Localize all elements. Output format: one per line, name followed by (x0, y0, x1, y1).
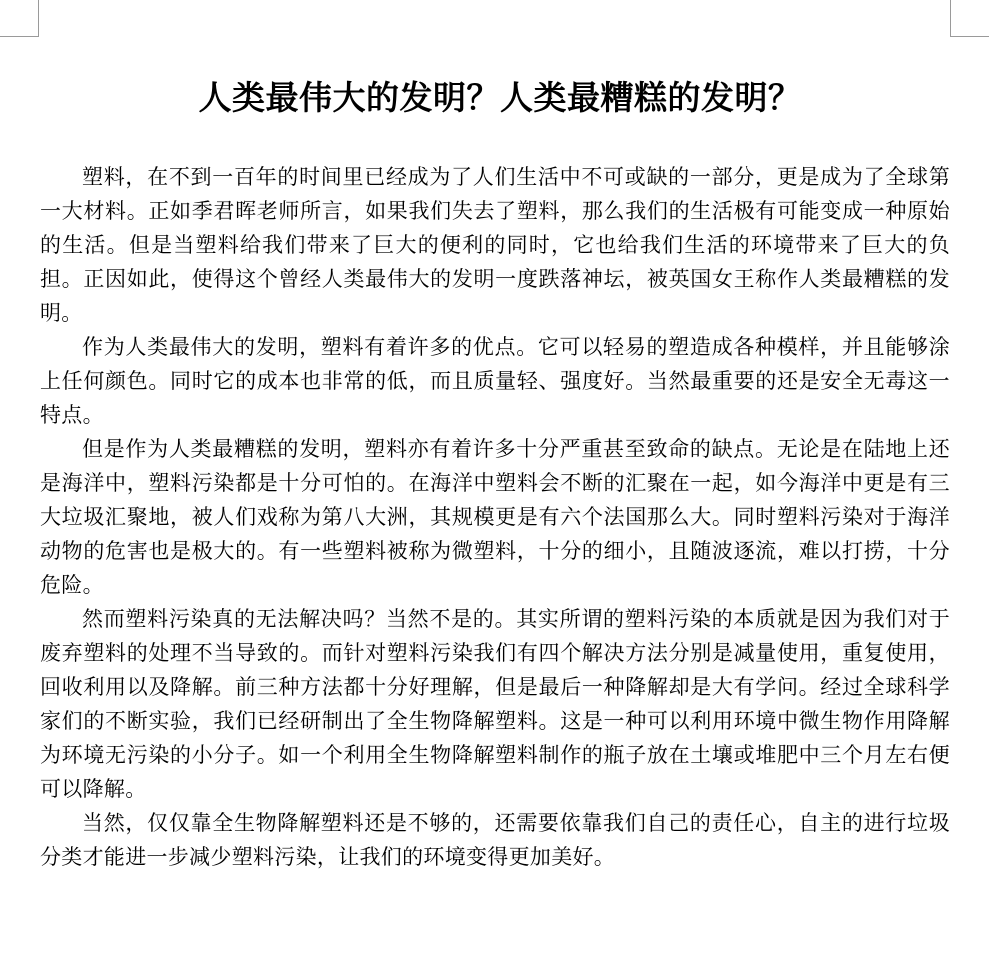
document-title: 人类最伟大的发明？人类最糟糕的发明？ (198, 78, 802, 117)
document-body (40, 160, 950, 874)
paragraph-5: 当然，仅仅靠全生物降解塑料还是不够的，还需要依靠我们自己的责任心，自主的进行垃圾分类才能进一步减少塑料污染，让我们的环境变得更加美好。 (40, 811, 950, 869)
crop-mark-top-right (950, 0, 989, 37)
paragraph-4: 然而塑料污染真的无法解决吗？当然不是的。其实所谓的塑料污染的本质就是因为我们对于废弃塑料的处理不当导致的。而针对塑料污染我们有四个解决方法分别是减量使用，重复使用，回收利用以及降解。前三种方法都十分好理解，但是最后一种降解却是大有学问。经过全球科学家们的不断实验，我们已经研制出了全生物降解塑料。这是一种可以利用环境中微生物作用降解为环境无污染的小分子。如一个利用全生物降解塑料制作的瓶子放在土壤或堆肥中三个月左右便可以降解。 (40, 607, 950, 801)
paragraph-1: 塑料，在不到一百年的时间里已经成为了人们生活中不可或缺的一部分，更是成为了全球第一大材料。正如季君晖老师所言，如果我们失去了塑料，那么我们的生活极有可能变成一种原始的生活。但是当塑料给我们带来了巨大的便利的同时，它也给我们生活的环境带来了巨大的负担。正因如此，使得这个曾经人类最伟大的发明一度跌落神坛，被英国女王称作人类最糟糕的发明。 (40, 165, 950, 325)
paragraph-3: 但是作为人类最糟糕的发明，塑料亦有着许多十分严重甚至致命的缺点。无论是在陆地上还是海洋中，塑料污染都是十分可怕的。在海洋中塑料会不断的汇聚在一起，如今海洋中更是有三大垃圾汇聚地，被人们戏称为第八大洲，其规模更是有六个法国那么大。同时塑料污染对于海洋动物的危害也是极大的。有一些塑料被称为微塑料，十分的细小，且随波逐流，难以打捞，十分危险。 (40, 437, 950, 597)
crop-mark-top-left (0, 0, 39, 37)
paragraph-2: 作为人类最伟大的发明，塑料有着许多的优点。它可以轻易的塑造成各种模样，并且能够涂上任何颜色。同时它的成本也非常的低，而且质量轻、强度好。当然最重要的还是安全无毒这一特点。 (40, 335, 950, 427)
